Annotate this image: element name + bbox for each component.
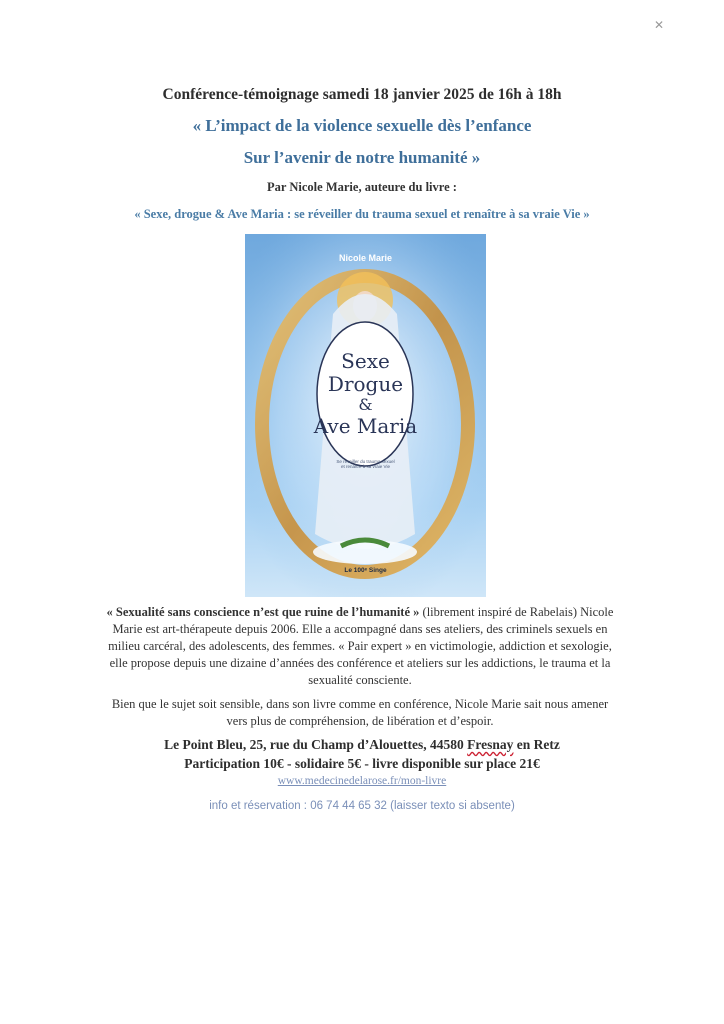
paragraph-line: vers plus de compréhension, de libération et d’espoir. bbox=[226, 714, 494, 728]
paragraph-line: Bien que le sujet soit sensible, dans son livre comme en conférence, Nicole Marie sait nous amener bbox=[111, 697, 609, 711]
title-line-2: Sur l’avenir de notre humanité » bbox=[243, 148, 481, 167]
venue-address bbox=[0, 737, 724, 753]
second-paragraph bbox=[80, 696, 640, 730]
book-title-line: « Sexe, drogue & Ave Maria : se réveiller du trauma sexuel et renaître à sa vraie Vie » bbox=[134, 207, 590, 221]
venue-town: Fresnay bbox=[467, 737, 514, 752]
cover-title-line: Drogue bbox=[327, 372, 404, 396]
book-cover-image bbox=[245, 234, 486, 597]
scan-mark: ✕ bbox=[654, 18, 665, 32]
cover-subtitle-line: et renaître à sa vraie Vie bbox=[341, 464, 390, 469]
paragraph-line: Marie est art-thérapeute depuis 2006. Elle a accompagné dans ses ateliers, des criminels sexuels en bbox=[112, 622, 608, 636]
paragraph-line: milieu carcéral, des adolescents, des femmes. « Pair expert » en victimologie, addiction et sexologie, bbox=[108, 639, 612, 653]
contact-info: info et réservation : 06 74 44 65 32 (laisser texto si absente) bbox=[209, 800, 515, 812]
title-line-1: « L’impact de la violence sexuelle dès l’enfance bbox=[192, 116, 532, 135]
cover-author: Nicole Marie bbox=[338, 253, 393, 263]
paragraph-line bbox=[80, 604, 640, 621]
event-heading: Conférence-témoignage samedi 18 janvier 2025 de 16h à 18h bbox=[162, 86, 562, 103]
cover-subtitle-line: Se réveiller du trauma sexuel bbox=[336, 459, 395, 464]
paragraph-line: elle propose depuis une dizaine d’années des conférence et ateliers sur les addictions, le trauma et la bbox=[109, 656, 611, 670]
cover-publisher: Le 100ᵉ Singe bbox=[344, 567, 387, 574]
website-link[interactable]: www.medecinedelarose.fr/mon-livre bbox=[277, 775, 447, 787]
cover-title-line: Sexe bbox=[341, 349, 390, 373]
cover-title-line: & bbox=[358, 395, 373, 414]
cloud bbox=[313, 540, 417, 564]
cover-title-line: Ave Maria bbox=[313, 414, 418, 438]
venue-text: en Retz bbox=[513, 737, 560, 752]
price-line: Participation 10€ - solidaire 5€ - livre disponible sur place 21€ bbox=[184, 756, 540, 771]
description-paragraph bbox=[80, 604, 640, 689]
paragraph-text: (librement inspiré de Rabelais) Nicole bbox=[419, 605, 614, 619]
author-byline: Par Nicole Marie, auteure du livre : bbox=[267, 180, 457, 194]
venue-text: Le Point Bleu, 25, rue du Champ d’Alouettes, 44580 bbox=[164, 737, 468, 752]
rabelais-quote: « Sexualité sans conscience n’est que ruine de l’humanité » bbox=[106, 605, 420, 619]
cover-subtitle bbox=[245, 459, 486, 469]
paragraph-line: sexualité consciente. bbox=[308, 673, 412, 687]
